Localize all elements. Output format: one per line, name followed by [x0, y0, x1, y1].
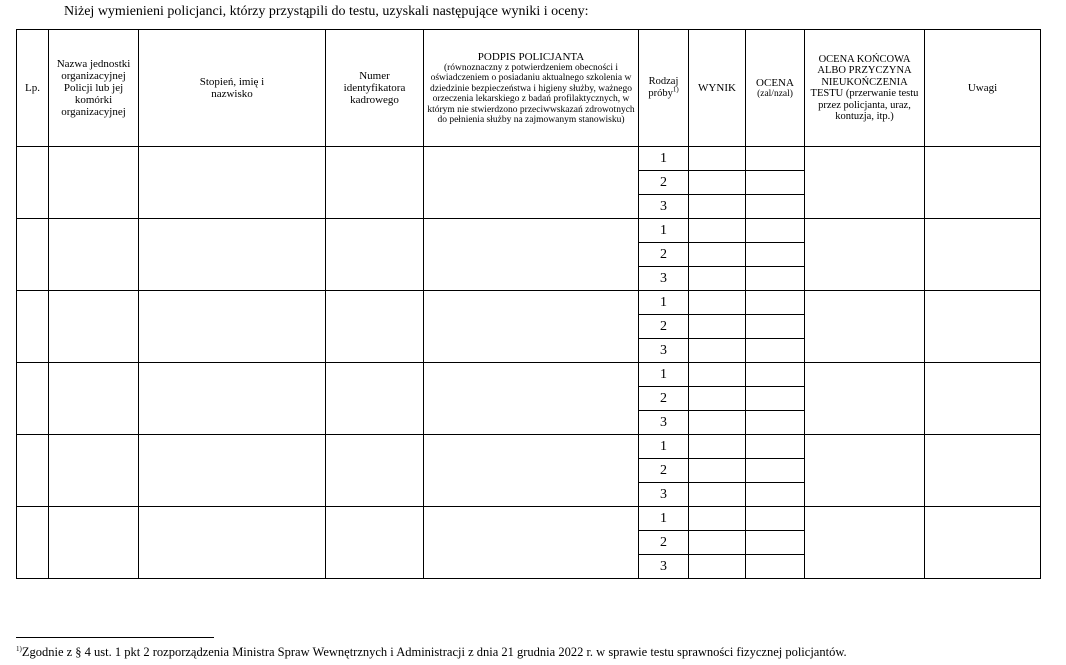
- cell-signature[interactable]: [424, 363, 639, 435]
- cell-remarks[interactable]: [925, 435, 1041, 507]
- cell-trial-number: 3: [639, 411, 689, 435]
- cell-trial-number: 3: [639, 339, 689, 363]
- cell-id-number[interactable]: [326, 507, 424, 579]
- cell-grade[interactable]: [746, 219, 805, 243]
- cell-trial-number: 2: [639, 387, 689, 411]
- cell-grade[interactable]: [746, 315, 805, 339]
- cell-result[interactable]: [689, 315, 746, 339]
- cell-trial-number: 1: [639, 219, 689, 243]
- cell-remarks[interactable]: [925, 147, 1041, 219]
- cell-result[interactable]: [689, 387, 746, 411]
- cell-trial-number: 3: [639, 195, 689, 219]
- cell-signature[interactable]: [424, 507, 639, 579]
- cell-result[interactable]: [689, 171, 746, 195]
- cell-result[interactable]: [689, 531, 746, 555]
- header-name: Stopień, imię i nazwisko: [139, 30, 326, 147]
- cell-lp[interactable]: [17, 291, 49, 363]
- cell-name[interactable]: [139, 435, 326, 507]
- footnote-separator: [16, 637, 214, 638]
- cell-trial-number: 3: [639, 267, 689, 291]
- cell-trial-number: 1: [639, 291, 689, 315]
- cell-remarks[interactable]: [925, 291, 1041, 363]
- cell-grade[interactable]: [746, 555, 805, 579]
- cell-name[interactable]: [139, 507, 326, 579]
- cell-grade[interactable]: [746, 243, 805, 267]
- cell-lp[interactable]: [17, 363, 49, 435]
- cell-result[interactable]: [689, 555, 746, 579]
- cell-signature[interactable]: [424, 219, 639, 291]
- cell-result[interactable]: [689, 243, 746, 267]
- cell-grade[interactable]: [746, 459, 805, 483]
- header-lp: Lp.: [17, 30, 49, 147]
- cell-trial-number: 3: [639, 483, 689, 507]
- cell-lp[interactable]: [17, 435, 49, 507]
- cell-result[interactable]: [689, 147, 746, 171]
- cell-result[interactable]: [689, 219, 746, 243]
- header-trial-type: Rodzaj próby$^{1)}$: [639, 30, 689, 147]
- results-table: [16, 29, 1041, 579]
- cell-name[interactable]: [139, 147, 326, 219]
- cell-result[interactable]: [689, 411, 746, 435]
- cell-final-grade[interactable]: [805, 363, 925, 435]
- header-grade: OCENA (zal/nzal): [746, 30, 805, 147]
- signature-title: PODPIS POLICJANTA: [477, 50, 585, 63]
- cell-result[interactable]: [689, 459, 746, 483]
- cell-unit[interactable]: [49, 507, 139, 579]
- cell-result[interactable]: [689, 507, 746, 531]
- intro-text: Niżej wymienieni policjanci, którzy przystąpili do testu, uzyskali następujące wyniki i oceny:: [64, 4, 589, 19]
- table-row: [17, 507, 1041, 531]
- cell-result[interactable]: [689, 267, 746, 291]
- cell-final-grade[interactable]: [805, 147, 925, 219]
- cell-result[interactable]: [689, 363, 746, 387]
- cell-id-number[interactable]: [326, 219, 424, 291]
- cell-trial-number: 2: [639, 243, 689, 267]
- cell-unit[interactable]: [49, 435, 139, 507]
- table-row: [17, 363, 1041, 387]
- cell-id-number[interactable]: [326, 291, 424, 363]
- cell-trial-number: 2: [639, 459, 689, 483]
- table-row: [17, 147, 1041, 171]
- cell-grade[interactable]: [746, 267, 805, 291]
- cell-final-grade[interactable]: [805, 291, 925, 363]
- cell-id-number[interactable]: [326, 147, 424, 219]
- header-remarks: Uwagi: [925, 30, 1041, 147]
- cell-trial-number: 1: [639, 435, 689, 459]
- header-row: [17, 30, 1041, 147]
- cell-grade[interactable]: [746, 411, 805, 435]
- cell-name[interactable]: [139, 363, 326, 435]
- cell-grade[interactable]: [746, 363, 805, 387]
- cell-result[interactable]: [689, 195, 746, 219]
- cell-lp[interactable]: [17, 507, 49, 579]
- cell-grade[interactable]: [746, 171, 805, 195]
- cell-signature[interactable]: [424, 435, 639, 507]
- header-signature: [424, 30, 639, 147]
- cell-lp[interactable]: [17, 147, 49, 219]
- cell-grade[interactable]: [746, 483, 805, 507]
- cell-unit[interactable]: [49, 363, 139, 435]
- cell-trial-number: 1: [639, 507, 689, 531]
- cell-remarks[interactable]: [925, 363, 1041, 435]
- cell-final-grade[interactable]: [805, 219, 925, 291]
- cell-trial-number: 2: [639, 531, 689, 555]
- cell-grade[interactable]: [746, 387, 805, 411]
- cell-trial-number: 1: [639, 147, 689, 171]
- cell-grade[interactable]: [746, 195, 805, 219]
- cell-result[interactable]: [689, 291, 746, 315]
- table-row: [17, 291, 1041, 315]
- cell-result[interactable]: [689, 339, 746, 363]
- cell-result[interactable]: [689, 483, 746, 507]
- cell-unit[interactable]: [49, 291, 139, 363]
- cell-final-grade[interactable]: [805, 507, 925, 579]
- cell-grade[interactable]: [746, 339, 805, 363]
- cell-grade[interactable]: [746, 435, 805, 459]
- cell-grade[interactable]: [746, 291, 805, 315]
- cell-signature[interactable]: [424, 291, 639, 363]
- header-unit: Nazwa jednostki organizacyjnej Policji lub jej komórki organizacyjnej: [49, 30, 139, 147]
- footnote: [16, 645, 847, 660]
- table-row: [17, 219, 1041, 243]
- cell-final-grade[interactable]: [805, 435, 925, 507]
- cell-grade[interactable]: [746, 147, 805, 171]
- cell-id-number[interactable]: [326, 363, 424, 435]
- cell-grade[interactable]: [746, 507, 805, 531]
- cell-id-number[interactable]: [326, 435, 424, 507]
- cell-result[interactable]: [689, 435, 746, 459]
- cell-name[interactable]: [139, 219, 326, 291]
- cell-remarks[interactable]: [925, 507, 1041, 579]
- footnote-text: Zgodnie z § 4 ust. 1 pkt 2 rozporządzenia Ministra Spraw Wewnętrznych i Administracji z dnia 21 grudnia 2022 r. w sprawie testu sprawności fizycznej policjantów.: [21, 645, 847, 659]
- cell-name[interactable]: [139, 291, 326, 363]
- header-final-grade: OCENA KOŃCOWA ALBO PRZYCZYNA NIEUKOŃCZENIA TESTU (przerwanie testu przez policjanta, uraz, kontuzja, itp.): [805, 30, 925, 147]
- cell-unit[interactable]: [49, 219, 139, 291]
- cell-remarks[interactable]: [925, 219, 1041, 291]
- table-row: [17, 435, 1041, 459]
- cell-trial-number: 3: [639, 555, 689, 579]
- cell-trial-number: 1: [639, 363, 689, 387]
- cell-trial-number: 2: [639, 315, 689, 339]
- cell-signature[interactable]: [424, 147, 639, 219]
- header-result: WYNIK: [689, 30, 746, 147]
- footnote-marker: 1): [16, 644, 22, 653]
- cell-trial-number: 2: [639, 171, 689, 195]
- header-id-number: Numer identyfikatora kadrowego: [326, 30, 424, 147]
- footnote-ref: 1): [672, 85, 679, 94]
- cell-unit[interactable]: [49, 147, 139, 219]
- signature-note: (równoznaczny z potwierdzeniem obecności i oświadczeniem o posiadaniu aktualnego szkolenia w dziedzinie bezpieczeństwa i higieny służby, ważnego orzeczenia lekarskiego z badań profilaktycznych, w którym nie stwierdzono przeciwwskazań zdrowotnych do pełnienia służby na zajmowanym stanowisku): [427, 62, 635, 125]
- cell-grade[interactable]: [746, 531, 805, 555]
- cell-lp[interactable]: [17, 219, 49, 291]
